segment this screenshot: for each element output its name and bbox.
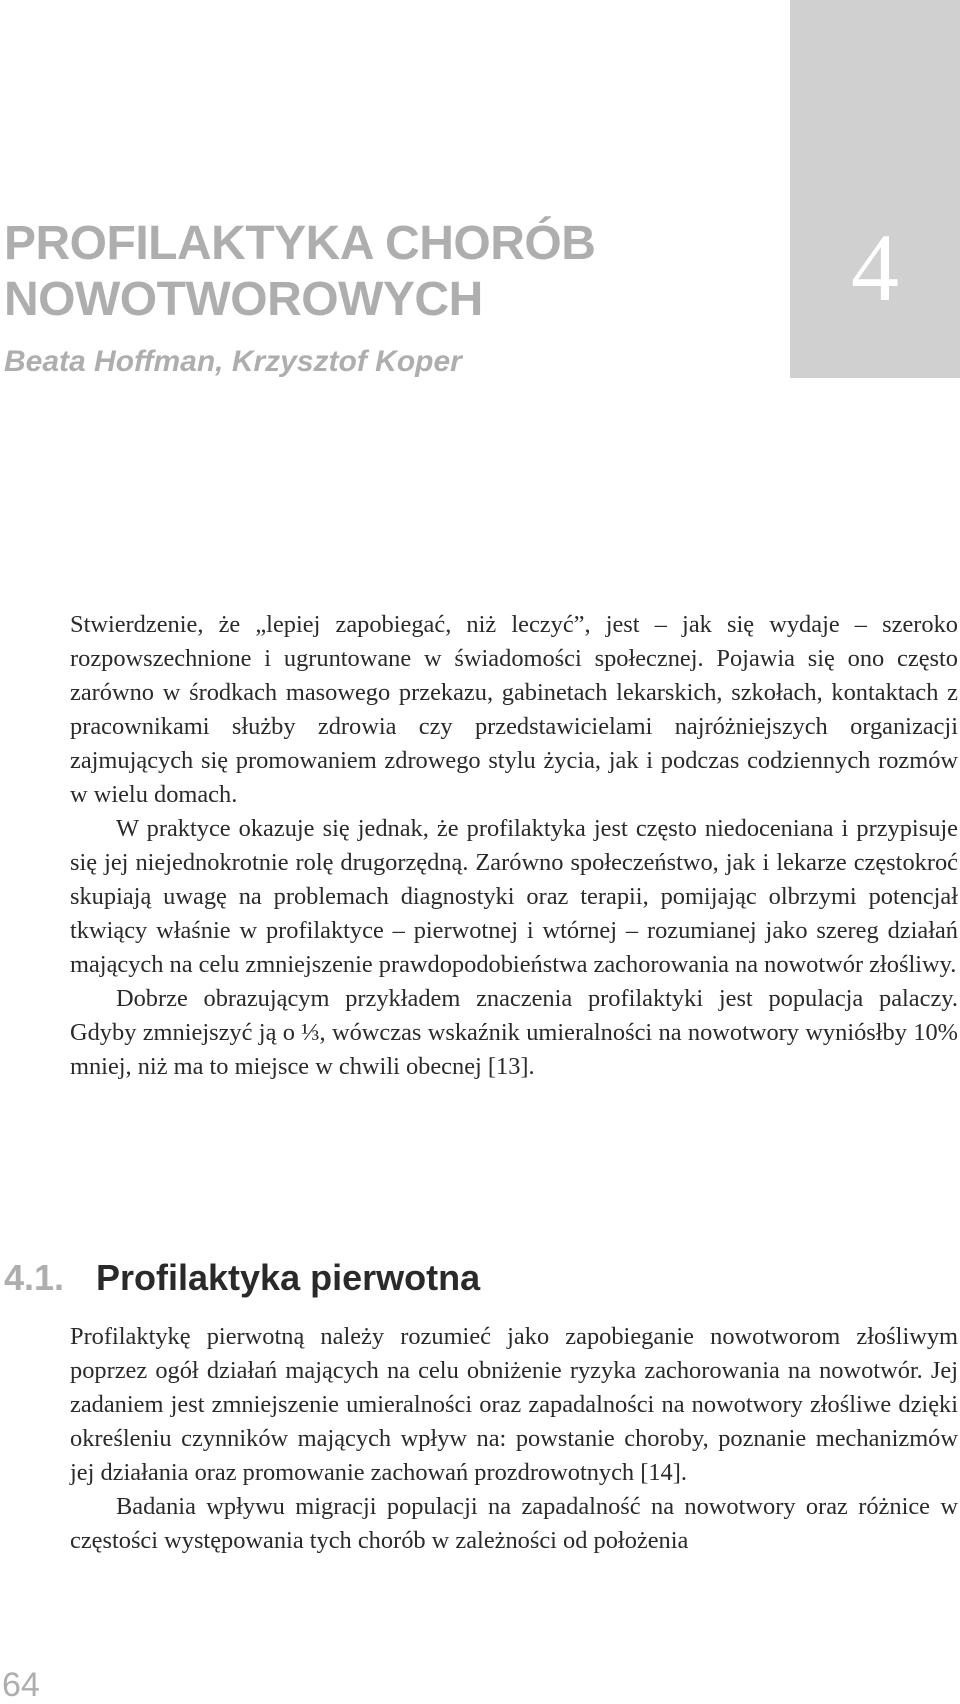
section-number: 4.1. [4,1257,65,1298]
chapter-title-line-2: NOWOTWOROWYCH [4,273,483,326]
section-title: Profilaktyka pierwotna [96,1257,481,1298]
page-number: 64 [2,1666,40,1704]
section-paragraph: Badania wpływu migracji populacji na zapadalność na nowotwory oraz różnice w częstości występowania tych chorób w zależności od położenia [70,1493,958,1554]
section-paragraph: Profilaktykę pierwotną należy rozumieć jako zapobieganie nowotworom złośliwym poprzez ogół działań mających na celu obniżenie ryzyka zachorowania na nowotwór. Jej zadaniem jest zmniejszenie umieralności oraz zapadalności na nowotwory złośliwe dzięki określeniu czynników mających wpływ na: powstanie choroby, poznanie mechanizmów jej działania oraz promowanie zachowań prozdrowotnych [14]. [70,1323,958,1486]
section-heading [4,1254,480,1302]
chapter-title [4,216,764,328]
intro-paragraph: Dobrze obrazującym przykładem znaczenia profilaktyki jest populacja palaczy. Gdyby zmniejszyć ją o ⅓, wówczas wskaźnik umieralności na nowotwory wyniósłby 10% mniej, niż ma to miejsce w chwili obecnej [13]. [70,985,958,1080]
chapter-number: 4 [851,214,899,321]
chapter-tab [790,0,960,378]
chapter-title-line-1: PROFILAKTYKA CHORÓB [4,217,596,270]
chapter-authors: Beata Hoffman, Krzysztof Koper [4,345,462,378]
section-text [70,1320,958,1558]
intro-paragraph: W praktyce okazuje się jednak, że profilaktyka jest często niedoceniana i przypisuje się jej niejednokrotnie rolę drugorzędną. Zarówno społeczeństwo, jak i lekarze częstokroć skupiają uwagę na problemach diagnostyki oraz terapii, pomijając olbrzymi potencjał tkwiący właśnie w profilaktyce – pierwotnej i wtórnej – rozumianej jako szereg działań mających na celu zmniejszenie prawdopodobieństwa zachorowania na nowotwór złośliwy. [70,815,958,978]
intro-paragraph: Stwierdzenie, że „lepiej zapobiegać, niż leczyć”, jest – jak się wydaje – szeroko rozpowszechnione i ugruntowane w świadomości społecznej. Pojawia się ono często zarówno w środkach masowego przekazu, gabinetach lekarskich, szkołach, kontaktach z pracownikami służby zdrowia czy przedstawicielami najróżniejszych organizacji zajmujących się promowaniem zdrowego stylu życia, jak i podczas codziennych rozmów w wielu domach. [70,611,958,808]
intro-text [70,608,958,1084]
